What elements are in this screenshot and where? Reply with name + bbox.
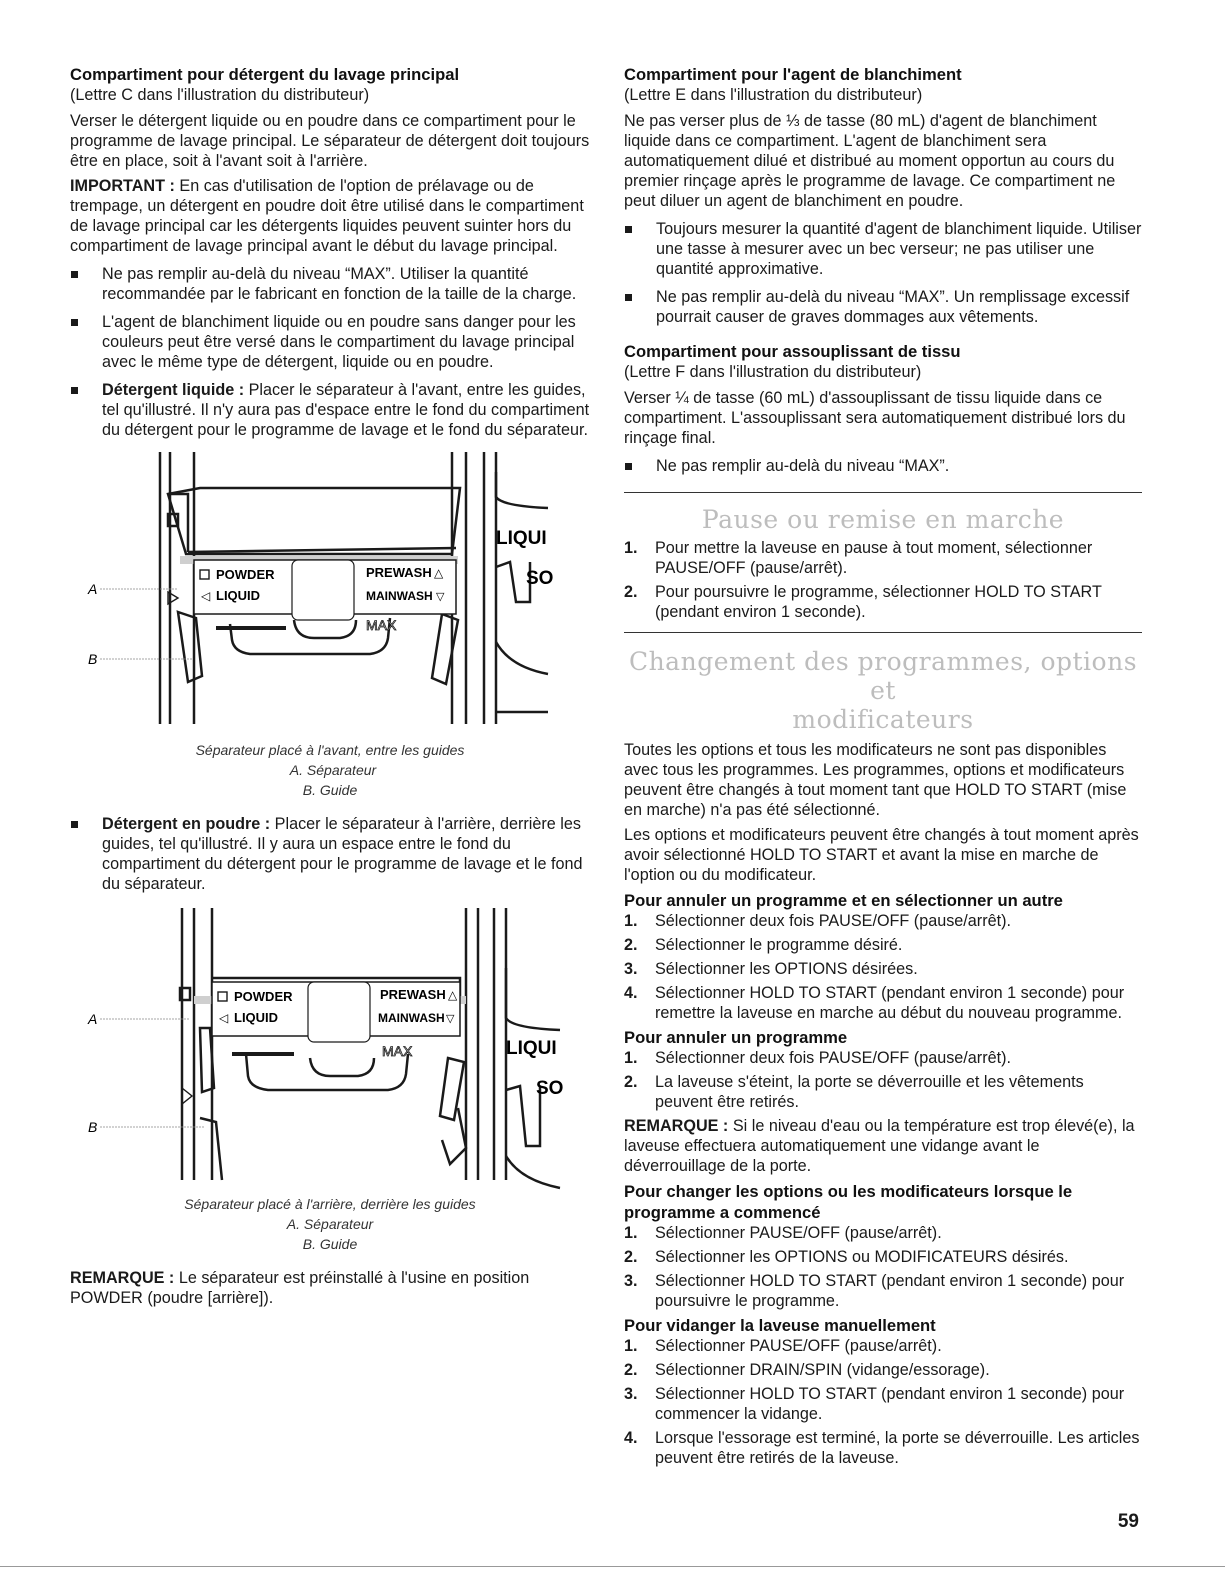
cancel-and-select-steps bbox=[624, 911, 1142, 1023]
bullet-bleach: L'agent de blanchiment liquide ou en poudre sans danger pour les couleurs peut être versé dans le compartiment du lavage principal avec le même type de détergent, liquide ou en poudre. bbox=[70, 312, 590, 372]
step: 3. Sélectionner les OPTIONS désirées. bbox=[624, 960, 918, 978]
left-column bbox=[70, 64, 590, 1313]
softener-title: Compartiment pour assouplissant de tissu bbox=[624, 342, 961, 361]
cancel-title: Pour annuler un programme bbox=[624, 1028, 848, 1047]
drain-steps bbox=[624, 1336, 1142, 1468]
right-note-label: REMARQUE : bbox=[624, 1117, 729, 1135]
bleach-title: Compartiment pour l'agent de blanchiment bbox=[624, 65, 962, 84]
change-paragraph-1: Toutes les options et tous les modificateurs ne sont pas disponibles avec tous les programmes. Les programmes, options et modificateurs peuvent être changés à tout moment tant que HOLD TO START (mise en marche) n'a pas été sélectionné. bbox=[624, 741, 1127, 819]
svg-text:▽: ▽ bbox=[446, 1013, 455, 1025]
fig1-powder-label: POWDER bbox=[216, 567, 275, 582]
softener-bullets bbox=[624, 456, 1142, 476]
svg-text:◁: ◁ bbox=[201, 589, 211, 603]
dispenser-illustration-back bbox=[70, 908, 590, 1200]
step: 3. Sélectionner HOLD TO START (pendant environ 1 seconde) pour commencer la vidange. bbox=[624, 1385, 1125, 1423]
step: 4. Lorsque l'essorage est terminé, la porte se déverrouille. Les articles peuvent être retirés de la laveuse. bbox=[624, 1429, 1140, 1467]
important-label: IMPORTANT : bbox=[70, 177, 175, 195]
fig2-side-label-1: LIQUI bbox=[506, 1038, 557, 1059]
fig1-legend-b: B. Guide bbox=[302, 782, 358, 798]
bullet-powder bbox=[70, 814, 590, 894]
change-heading-line1: Changement des programmes, options et bbox=[628, 647, 1138, 705]
change-heading-line2: modificateurs bbox=[792, 705, 974, 734]
section-divider bbox=[624, 492, 1142, 493]
right-note bbox=[624, 1116, 1142, 1176]
svg-text:◁: ◁ bbox=[219, 1011, 229, 1025]
cancel-steps bbox=[624, 1048, 1142, 1112]
important-text: En cas d'utilisation de l'option de prélavage ou de trempage, un détergent en poudre doit être utilisé dans le compartiment de lavage principal car les détergents liquides peuvent suinter hors du compartiment de lavage principal avant le début du lavage principal. bbox=[70, 177, 584, 255]
main-wash-title: Compartiment pour détergent du lavage principal bbox=[70, 65, 460, 84]
fig1-liquid-label: LIQUID bbox=[216, 588, 261, 603]
fig1-prewash-label: PREWASH bbox=[366, 565, 432, 580]
left-note-label: REMARQUE : bbox=[70, 1269, 175, 1287]
softener-paragraph: Verser ¼ de tasse (60 mL) d'assouplissant de tissu liquide dans ce compartiment. L'assouplissant sera automatiquement distribué lors du rinçage final. bbox=[624, 389, 1126, 447]
fig2-legend-a: A. Séparateur bbox=[286, 1216, 374, 1232]
bullet-liquid-label: Détergent liquide : bbox=[102, 381, 245, 399]
bullet-liquid bbox=[70, 380, 590, 440]
main-wash-paragraph: Verser le détergent liquide ou en poudre dans ce compartiment pour le programme de lavage principal. Le séparateur de détergent doit toujours être en place, soit à l'avant soit à l'arrière. bbox=[70, 112, 590, 170]
main-wash-subtitle: (Lettre C dans l'illustration du distributeur) bbox=[70, 86, 370, 104]
fig1-side-label-1: LIQUI bbox=[496, 528, 547, 549]
right-column bbox=[624, 64, 1142, 1472]
fig1-mainwash-label: MAINWASH bbox=[366, 589, 433, 603]
pause-step: 1. Pour mettre la laveuse en pause à tout moment, sélectionner PAUSE/OFF (pause/arrêt). bbox=[624, 539, 1093, 577]
step: 2. Sélectionner les OPTIONS ou MODIFICATEURS désirés. bbox=[624, 1248, 1069, 1266]
step: 1. Sélectionner PAUSE/OFF (pause/arrêt). bbox=[624, 1224, 942, 1242]
bullet-powder-label: Détergent en poudre : bbox=[102, 815, 271, 833]
step: 1. Sélectionner PAUSE/OFF (pause/arrêt). bbox=[624, 1337, 942, 1355]
fig2-callout-a: A bbox=[88, 1011, 98, 1027]
bleach-bullets bbox=[624, 219, 1142, 327]
pause-steps bbox=[624, 538, 1142, 622]
svg-text:△: △ bbox=[434, 566, 444, 580]
bottom-rule bbox=[0, 1566, 1225, 1567]
step: 2. La laveuse s'éteint, la porte se déverrouille et les vêtements peuvent être retirés. bbox=[624, 1073, 1084, 1111]
step: 2. Sélectionner le programme désiré. bbox=[624, 936, 903, 954]
figure-back-position bbox=[70, 908, 590, 1254]
fig1-callout-a: A bbox=[88, 581, 98, 597]
step: 2. Sélectionner DRAIN/SPIN (vidange/essorage). bbox=[624, 1361, 990, 1379]
page-number: 59 bbox=[1117, 1511, 1139, 1532]
dispenser-illustration-front bbox=[70, 452, 590, 744]
powder-bullets bbox=[70, 814, 590, 894]
bullet-max: Ne pas remplir au-delà du niveau “MAX”. Utiliser la quantité recommandée par le fabricant en fonction de la taille de la charge. bbox=[70, 264, 590, 304]
step: 1. Sélectionner deux fois PAUSE/OFF (pause/arrêt). bbox=[624, 912, 1011, 930]
svg-text:▽: ▽ bbox=[436, 591, 445, 603]
bullet-powder-text: Placer le séparateur à l'arrière, derrière les guides, tel qu'illustré. Il y aura un espace entre le fond du compartiment du détergent pour le programme de lavage et le fond du séparateur. bbox=[102, 815, 583, 893]
fig1-legend-a: A. Séparateur bbox=[289, 762, 377, 778]
step: 3. Sélectionner HOLD TO START (pendant environ 1 seconde) pour poursuivre le programme. bbox=[624, 1272, 1125, 1310]
right-note-text: Si le niveau d'eau ou la température est trop élevé(e), la laveuse effectuera automatiquement une vidange avant le déverrouillage de la porte. bbox=[624, 1117, 1135, 1175]
bullet-liquid-text: Placer le séparateur à l'avant, entre les guides, tel qu'illustré. Il n'y aura pas d'espace entre le fond du compartiment du détergent pour le programme de lavage et le fond du séparateur. bbox=[102, 381, 590, 439]
left-note bbox=[70, 1268, 590, 1308]
fig1-caption: Séparateur placé à l'avant, entre les guides bbox=[195, 742, 465, 758]
fig2-legend-b: B. Guide bbox=[302, 1236, 358, 1252]
svg-text:△: △ bbox=[448, 988, 458, 1002]
step: 1. Sélectionner deux fois PAUSE/OFF (pause/arrêt). bbox=[624, 1049, 1011, 1067]
bleach-bullet-max: Ne pas remplir au-delà du niveau “MAX”. Un remplissage excessif pourrait causer de graves dommages aux vêtements. bbox=[624, 287, 1142, 327]
fig2-side-label-2: SO bbox=[536, 1078, 564, 1099]
step: 4. Sélectionner HOLD TO START (pendant environ 1 seconde) pour remettre la laveuse en marche au début du nouveau programme. bbox=[624, 984, 1125, 1022]
drain-title: Pour vidanger la laveuse manuellement bbox=[624, 1316, 936, 1335]
fig2-prewash-label: PREWASH bbox=[380, 987, 446, 1002]
section-divider bbox=[624, 632, 1142, 633]
pause-step: 2. Pour poursuivre le programme, sélectionner HOLD TO START (pendant environ 1 seconde). bbox=[624, 583, 1102, 621]
main-wash-bullets bbox=[70, 264, 590, 440]
cancel-and-select-title: Pour annuler un programme et en sélectionner un autre bbox=[624, 891, 1063, 910]
fig2-powder-label: POWDER bbox=[234, 989, 293, 1004]
bleach-bullet-measure: Toujours mesurer la quantité d'agent de blanchiment liquide. Utiliser une tasse à mesurer avec un bec verseur; ne pas utiliser une quantité approximative. bbox=[624, 219, 1142, 279]
left-note-text: Le séparateur est préinstallé à l'usine en position POWDER (poudre [arrière]). bbox=[70, 1269, 530, 1307]
change-paragraph-2: Les options et modificateurs peuvent être changés à tout moment après avoir sélectionné HOLD TO START et avant la mise en marche de l'option ou du modificateur. bbox=[624, 826, 1139, 884]
softener-subtitle: (Lettre F dans l'illustration du distributeur) bbox=[624, 363, 922, 381]
pause-heading: Pause ou remise en marche bbox=[701, 505, 1065, 534]
fig2-caption: Séparateur placé à l'arrière, derrière les guides bbox=[184, 1196, 476, 1212]
modify-steps bbox=[624, 1223, 1142, 1311]
fig2-mainwash-label: MAINWASH bbox=[378, 1011, 445, 1025]
important-paragraph bbox=[70, 176, 590, 256]
fig2-max-label: MAX bbox=[382, 1043, 413, 1059]
figure-front-position bbox=[70, 452, 590, 800]
fig1-callout-b: B bbox=[88, 651, 98, 667]
fig1-side-label-2: SO bbox=[526, 568, 554, 589]
bleach-paragraph: Ne pas verser plus de ⅓ de tasse (80 mL) d'agent de blanchiment liquide dans ce compartiment. L'agent de blanchiment sera automatiquement dilué et distribué au moment opportun au cours du premier rinçage après le programme de lavage. Ce compartiment ne peut diluer un agent de blanchiment en poudre. bbox=[624, 112, 1116, 210]
softener-bullet-max: Ne pas remplir au-delà du niveau “MAX”. bbox=[624, 456, 1142, 476]
modify-title: Pour changer les options ou les modificateurs lorsque le programme a commencé bbox=[624, 1182, 1073, 1222]
fig1-max-label: MAX bbox=[366, 617, 397, 633]
fig2-liquid-label: LIQUID bbox=[234, 1010, 279, 1025]
fig2-callout-b: B bbox=[88, 1119, 98, 1135]
bleach-subtitle: (Lettre E dans l'illustration du distributeur) bbox=[624, 86, 923, 104]
